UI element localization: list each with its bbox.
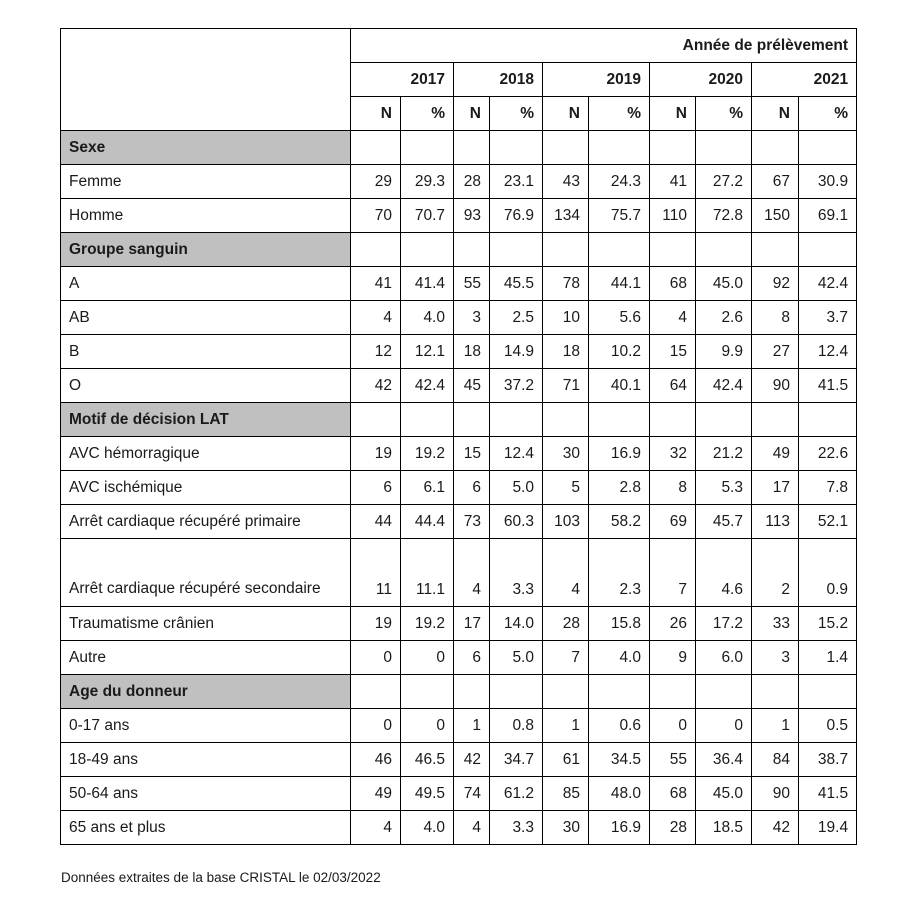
empty-cell: [454, 131, 490, 165]
percent-cell: 45.7: [696, 505, 752, 539]
count-cell: 30: [543, 811, 589, 845]
percent-cell: 0: [696, 709, 752, 743]
count-cell: 78: [543, 267, 589, 301]
col-n-header: N: [650, 97, 696, 131]
row-label: Femme: [61, 165, 351, 199]
table-row: [61, 641, 857, 675]
year-header: 2021: [752, 63, 857, 97]
table-row: [61, 301, 857, 335]
percent-cell: 3.3: [490, 539, 543, 607]
empty-cell: [799, 403, 857, 437]
percent-cell: 29.3: [401, 165, 454, 199]
year-header: 2019: [543, 63, 650, 97]
percent-cell: 0.5: [799, 709, 857, 743]
empty-cell: [799, 131, 857, 165]
count-cell: 17: [454, 607, 490, 641]
percent-cell: 9.9: [696, 335, 752, 369]
table-row: [61, 199, 857, 233]
percent-cell: 3.7: [799, 301, 857, 335]
table-row: [61, 539, 857, 607]
count-cell: 92: [752, 267, 799, 301]
row-label: Homme: [61, 199, 351, 233]
count-cell: 28: [543, 607, 589, 641]
empty-cell: [351, 675, 401, 709]
empty-cell: [401, 131, 454, 165]
row-label: AVC ischémique: [61, 471, 351, 505]
empty-cell: [351, 233, 401, 267]
percent-cell: 4.0: [401, 811, 454, 845]
count-cell: 1: [454, 709, 490, 743]
row-label: A: [61, 267, 351, 301]
count-cell: 6: [351, 471, 401, 505]
percent-cell: 10.2: [589, 335, 650, 369]
percent-cell: 5.0: [490, 471, 543, 505]
count-cell: 12: [351, 335, 401, 369]
count-cell: 5: [543, 471, 589, 505]
percent-cell: 34.7: [490, 743, 543, 777]
section-row: [61, 403, 857, 437]
empty-cell: [650, 403, 696, 437]
percent-cell: 6.1: [401, 471, 454, 505]
year-header: 2017: [351, 63, 454, 97]
empty-cell: [752, 675, 799, 709]
count-cell: 7: [650, 539, 696, 607]
count-cell: 0: [351, 709, 401, 743]
empty-cell: [696, 403, 752, 437]
count-cell: 73: [454, 505, 490, 539]
count-cell: 1: [543, 709, 589, 743]
empty-cell: [752, 131, 799, 165]
percent-cell: 7.8: [799, 471, 857, 505]
count-cell: 69: [650, 505, 696, 539]
section-row: [61, 675, 857, 709]
count-cell: 64: [650, 369, 696, 403]
percent-cell: 40.1: [589, 369, 650, 403]
percent-cell: 60.3: [490, 505, 543, 539]
count-cell: 28: [650, 811, 696, 845]
percent-cell: 70.7: [401, 199, 454, 233]
count-cell: 4: [351, 301, 401, 335]
col-pct-header: %: [490, 97, 543, 131]
count-cell: 3: [454, 301, 490, 335]
percent-cell: 3.3: [490, 811, 543, 845]
empty-cell: [454, 675, 490, 709]
percent-cell: 11.1: [401, 539, 454, 607]
count-cell: 70: [351, 199, 401, 233]
section-title: Motif de décision LAT: [61, 403, 351, 437]
percent-cell: 41.5: [799, 777, 857, 811]
count-cell: 113: [752, 505, 799, 539]
percent-cell: 17.2: [696, 607, 752, 641]
percent-cell: 52.1: [799, 505, 857, 539]
count-cell: 6: [454, 471, 490, 505]
percent-cell: 18.5: [696, 811, 752, 845]
table-row: [61, 335, 857, 369]
count-cell: 4: [543, 539, 589, 607]
row-label: AB: [61, 301, 351, 335]
count-cell: 42: [351, 369, 401, 403]
percent-cell: 41.5: [799, 369, 857, 403]
percent-cell: 41.4: [401, 267, 454, 301]
empty-cell: [650, 233, 696, 267]
empty-cell: [696, 131, 752, 165]
section-title: Age du donneur: [61, 675, 351, 709]
row-label: Arrêt cardiaque récupéré secondaire: [61, 539, 351, 607]
count-cell: 90: [752, 777, 799, 811]
count-cell: 4: [650, 301, 696, 335]
empty-cell: [490, 675, 543, 709]
percent-cell: 12.1: [401, 335, 454, 369]
col-n-header: N: [543, 97, 589, 131]
percent-cell: 49.5: [401, 777, 454, 811]
col-n-header: N: [351, 97, 401, 131]
section-row: [61, 131, 857, 165]
count-cell: 49: [752, 437, 799, 471]
percent-cell: 4.0: [401, 301, 454, 335]
empty-cell: [799, 675, 857, 709]
empty-cell: [752, 233, 799, 267]
percent-cell: 12.4: [799, 335, 857, 369]
percent-cell: 48.0: [589, 777, 650, 811]
count-cell: 7: [543, 641, 589, 675]
percent-cell: 27.2: [696, 165, 752, 199]
percent-cell: 12.4: [490, 437, 543, 471]
count-cell: 93: [454, 199, 490, 233]
percent-cell: 0.8: [490, 709, 543, 743]
percent-cell: 42.4: [799, 267, 857, 301]
count-cell: 41: [650, 165, 696, 199]
percent-cell: 0.9: [799, 539, 857, 607]
year-header: 2018: [454, 63, 543, 97]
percent-cell: 0: [401, 709, 454, 743]
percent-cell: 22.6: [799, 437, 857, 471]
count-cell: 150: [752, 199, 799, 233]
count-cell: 84: [752, 743, 799, 777]
table-row: [61, 437, 857, 471]
percent-cell: 1.4: [799, 641, 857, 675]
percent-cell: 2.8: [589, 471, 650, 505]
percent-cell: 72.8: [696, 199, 752, 233]
count-cell: 4: [351, 811, 401, 845]
count-cell: 3: [752, 641, 799, 675]
col-pct-header: %: [401, 97, 454, 131]
data-table: [60, 28, 857, 845]
empty-cell: [650, 131, 696, 165]
count-cell: 43: [543, 165, 589, 199]
empty-cell: [543, 233, 589, 267]
count-cell: 45: [454, 369, 490, 403]
empty-cell: [589, 403, 650, 437]
percent-cell: 15.2: [799, 607, 857, 641]
percent-cell: 15.8: [589, 607, 650, 641]
count-cell: 11: [351, 539, 401, 607]
count-cell: 49: [351, 777, 401, 811]
count-cell: 68: [650, 777, 696, 811]
percent-cell: 2.5: [490, 301, 543, 335]
percent-cell: 4.0: [589, 641, 650, 675]
count-cell: 6: [454, 641, 490, 675]
count-cell: 30: [543, 437, 589, 471]
row-label: Autre: [61, 641, 351, 675]
empty-cell: [401, 233, 454, 267]
percent-cell: 45.0: [696, 777, 752, 811]
row-label: Arrêt cardiaque récupéré primaire: [61, 505, 351, 539]
count-cell: 27: [752, 335, 799, 369]
empty-cell: [490, 233, 543, 267]
percent-cell: 58.2: [589, 505, 650, 539]
percent-cell: 19.2: [401, 437, 454, 471]
count-cell: 1: [752, 709, 799, 743]
header-title: Année de prélèvement: [351, 29, 857, 63]
col-n-header: N: [752, 97, 799, 131]
table-row: [61, 607, 857, 641]
percent-cell: 24.3: [589, 165, 650, 199]
table-row: [61, 267, 857, 301]
empty-cell: [589, 131, 650, 165]
table-row: [61, 743, 857, 777]
count-cell: 67: [752, 165, 799, 199]
table-row: [61, 777, 857, 811]
percent-cell: 44.1: [589, 267, 650, 301]
empty-cell: [351, 403, 401, 437]
header-title-row: [61, 29, 857, 63]
count-cell: 26: [650, 607, 696, 641]
section-title: Sexe: [61, 131, 351, 165]
table-row: [61, 811, 857, 845]
count-cell: 55: [454, 267, 490, 301]
empty-cell: [752, 403, 799, 437]
count-cell: 41: [351, 267, 401, 301]
row-label: 0-17 ans: [61, 709, 351, 743]
corner-cell: [61, 29, 351, 131]
count-cell: 71: [543, 369, 589, 403]
percent-cell: 42.4: [696, 369, 752, 403]
count-cell: 8: [650, 471, 696, 505]
percent-cell: 42.4: [401, 369, 454, 403]
empty-cell: [490, 403, 543, 437]
col-pct-header: %: [696, 97, 752, 131]
year-header: 2020: [650, 63, 752, 97]
count-cell: 0: [650, 709, 696, 743]
percent-cell: 5.3: [696, 471, 752, 505]
col-pct-header: %: [589, 97, 650, 131]
percent-cell: 38.7: [799, 743, 857, 777]
count-cell: 18: [454, 335, 490, 369]
count-cell: 2: [752, 539, 799, 607]
count-cell: 44: [351, 505, 401, 539]
count-cell: 0: [351, 641, 401, 675]
count-cell: 42: [752, 811, 799, 845]
percent-cell: 21.2: [696, 437, 752, 471]
percent-cell: 14.9: [490, 335, 543, 369]
percent-cell: 19.4: [799, 811, 857, 845]
percent-cell: 69.1: [799, 199, 857, 233]
count-cell: 32: [650, 437, 696, 471]
count-cell: 28: [454, 165, 490, 199]
empty-cell: [543, 131, 589, 165]
empty-cell: [696, 233, 752, 267]
count-cell: 33: [752, 607, 799, 641]
percent-cell: 45.0: [696, 267, 752, 301]
empty-cell: [490, 131, 543, 165]
count-cell: 9: [650, 641, 696, 675]
row-label: 50-64 ans: [61, 777, 351, 811]
count-cell: 4: [454, 811, 490, 845]
empty-cell: [589, 233, 650, 267]
percent-cell: 76.9: [490, 199, 543, 233]
count-cell: 55: [650, 743, 696, 777]
percent-cell: 2.6: [696, 301, 752, 335]
empty-cell: [351, 131, 401, 165]
empty-cell: [589, 675, 650, 709]
footnote: Données extraites de la base CRISTAL le 02/03/2022: [61, 870, 381, 885]
count-cell: 10: [543, 301, 589, 335]
count-cell: 85: [543, 777, 589, 811]
count-cell: 134: [543, 199, 589, 233]
table-row: [61, 505, 857, 539]
percent-cell: 36.4: [696, 743, 752, 777]
table-row: [61, 369, 857, 403]
row-label: 18-49 ans: [61, 743, 351, 777]
percent-cell: 16.9: [589, 437, 650, 471]
row-label: Traumatisme crânien: [61, 607, 351, 641]
percent-cell: 0.6: [589, 709, 650, 743]
count-cell: 103: [543, 505, 589, 539]
percent-cell: 0: [401, 641, 454, 675]
row-label: AVC hémorragique: [61, 437, 351, 471]
count-cell: 18: [543, 335, 589, 369]
percent-cell: 34.5: [589, 743, 650, 777]
percent-cell: 45.5: [490, 267, 543, 301]
count-cell: 61: [543, 743, 589, 777]
count-cell: 19: [351, 607, 401, 641]
col-n-header: N: [454, 97, 490, 131]
percent-cell: 61.2: [490, 777, 543, 811]
empty-cell: [650, 675, 696, 709]
empty-cell: [401, 675, 454, 709]
count-cell: 4: [454, 539, 490, 607]
count-cell: 42: [454, 743, 490, 777]
percent-cell: 5.6: [589, 301, 650, 335]
count-cell: 8: [752, 301, 799, 335]
percent-cell: 37.2: [490, 369, 543, 403]
count-cell: 90: [752, 369, 799, 403]
count-cell: 46: [351, 743, 401, 777]
table-row: [61, 165, 857, 199]
percent-cell: 2.3: [589, 539, 650, 607]
count-cell: 74: [454, 777, 490, 811]
row-label: O: [61, 369, 351, 403]
empty-cell: [401, 403, 454, 437]
percent-cell: 6.0: [696, 641, 752, 675]
empty-cell: [543, 675, 589, 709]
table-row: [61, 709, 857, 743]
percent-cell: 46.5: [401, 743, 454, 777]
count-cell: 15: [650, 335, 696, 369]
section-title: Groupe sanguin: [61, 233, 351, 267]
count-cell: 29: [351, 165, 401, 199]
count-cell: 68: [650, 267, 696, 301]
empty-cell: [454, 403, 490, 437]
empty-cell: [454, 233, 490, 267]
row-label: 65 ans et plus: [61, 811, 351, 845]
count-cell: 17: [752, 471, 799, 505]
percent-cell: 44.4: [401, 505, 454, 539]
count-cell: 110: [650, 199, 696, 233]
row-label: B: [61, 335, 351, 369]
percent-cell: 5.0: [490, 641, 543, 675]
empty-cell: [799, 233, 857, 267]
percent-cell: 23.1: [490, 165, 543, 199]
percent-cell: 30.9: [799, 165, 857, 199]
percent-cell: 4.6: [696, 539, 752, 607]
section-row: [61, 233, 857, 267]
percent-cell: 75.7: [589, 199, 650, 233]
percent-cell: 19.2: [401, 607, 454, 641]
table-row: [61, 471, 857, 505]
col-pct-header: %: [799, 97, 857, 131]
count-cell: 19: [351, 437, 401, 471]
count-cell: 15: [454, 437, 490, 471]
percent-cell: 14.0: [490, 607, 543, 641]
percent-cell: 16.9: [589, 811, 650, 845]
empty-cell: [543, 403, 589, 437]
empty-cell: [696, 675, 752, 709]
